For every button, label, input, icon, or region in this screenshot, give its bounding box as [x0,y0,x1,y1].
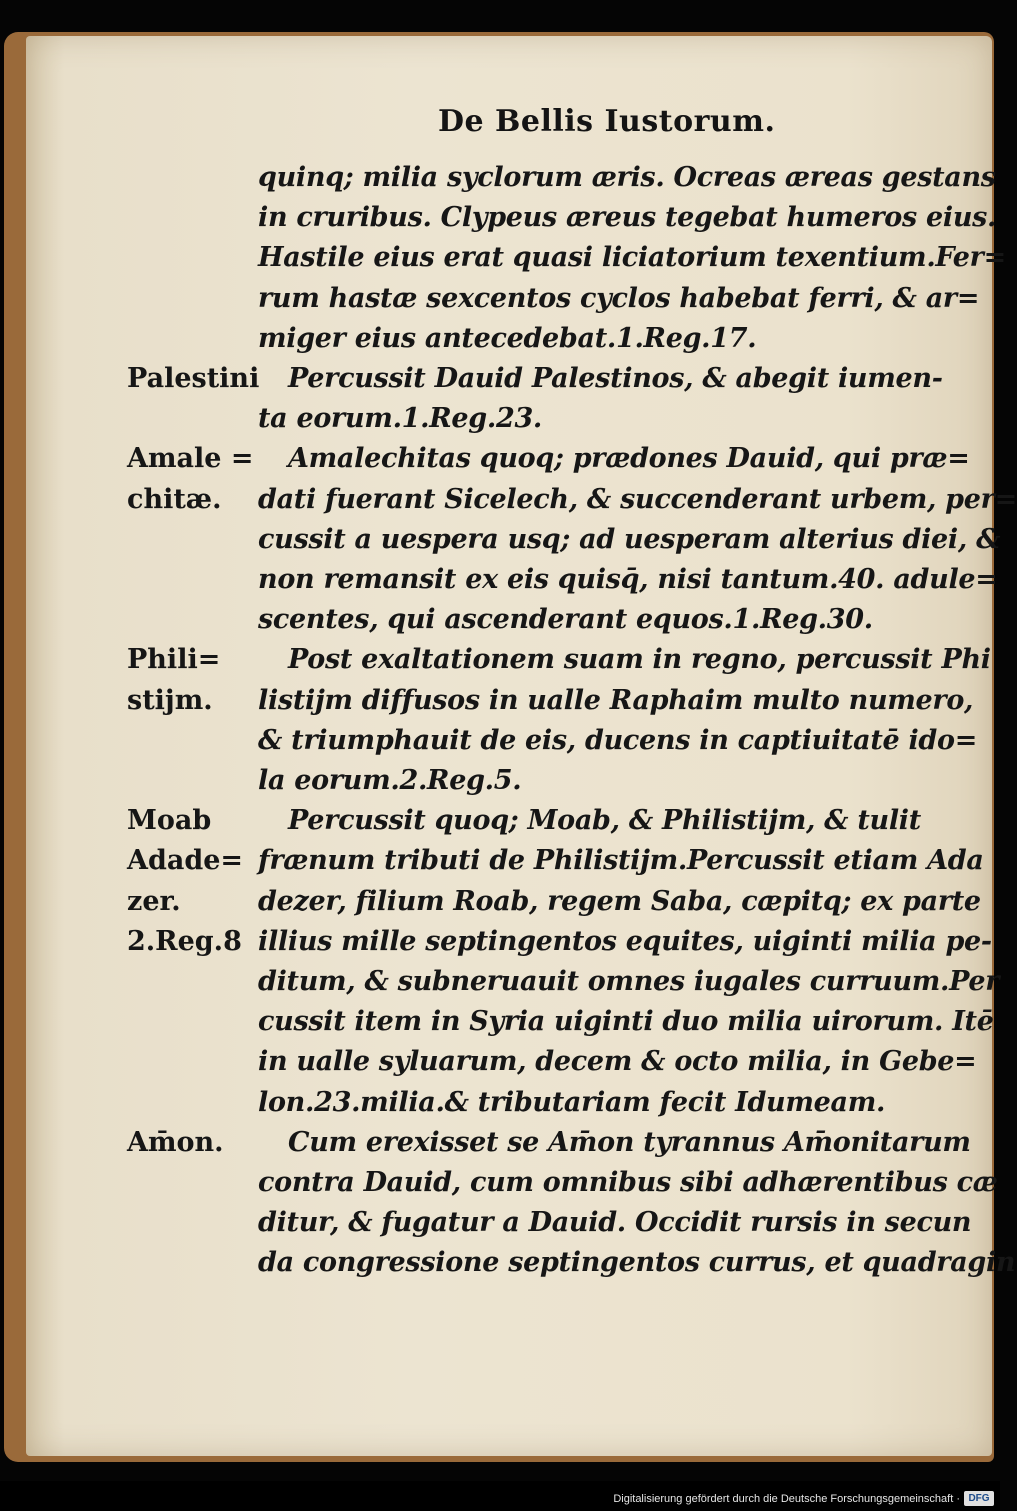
text-line: da congressione septingentos currus, et quadragin [258,1247,1016,1279]
text-line: la eorum.2.Reg.5. [258,765,522,796]
margin-note: Phili= [127,644,221,676]
margin-note: chitæ. [127,483,222,515]
margin-note: Palestini [127,363,260,394]
text-line: & triumphauit de eis, ducens in captiuitatē ido= [258,724,978,756]
text-line: ditum, & subneruauit omnes iugales curruum.Per [258,966,1000,997]
text-line: lon.23.milia.& tributariam fecit Idumeam. [258,1086,886,1118]
text-line: dati fuerant Sicelech, & succenderant urbem, per= [258,483,1017,515]
footer-bar [0,1481,1000,1511]
text-line: listijm diffusos in ualle Raphaim multo numero, [258,684,974,716]
text-line: non remansit ex eis quisq̄, nisi tantum.40. adule= [258,564,998,595]
text-line: scentes, qui ascenderant equos.1.Reg.30. [258,604,873,636]
dfg-logo: DFG [964,1491,994,1506]
text-line: cussit item in Syria uiginti duo milia uirorum. Itē [258,1006,994,1038]
running-header: De Bellis Iustorum. [438,104,776,139]
margin-note: Moab [127,805,212,837]
text-line: cussit a uespera usq; ad uesperam alterius diei, & [258,523,1001,555]
text-line: ta eorum.1.Reg.23. [258,403,543,435]
text-line: Amalechitas quoq; prædones Dauid, qui præ= [288,443,970,475]
text-line: in cruribus. Clypeus æreus tegebat humeros eius. [258,202,997,234]
text-line: miger eius antecedebat.1.Reg.17. [258,322,757,354]
text-line: quinq; milia syclorum æris. Ocreas æreas gestans [258,162,996,193]
text-line: Hastile eius erat quasi liciatorium texentium.Fer= [258,242,1006,274]
digitization-credit: Digitalisierung gefördert durch die Deutsche Forschungsgemeinschaft · [613,1493,960,1505]
text-line: in ualle syluarum, decem & octo milia, in Gebe= [258,1046,977,1078]
text-line: frænum tributi de Philistijm.Percussit etiam Ada [258,845,984,877]
text-line: dezer, filium Roab, regem Saba, cæpitq; ex parte [258,885,981,917]
text-line: rum hastæ sexcentos cyclos habebat ferri, & ar= [258,282,980,314]
margin-note: stijm. [127,684,213,716]
margin-note: 2.Reg.8 [127,925,242,957]
text-line: Percussit quoq; Moab, & Philistijm, & tulit [288,805,921,837]
text-line: Post exaltationem suam in regno, percussit Phi [288,644,991,676]
text-line: Percussit Dauid Palestinos, & abegit iumen- [288,363,943,394]
text-line: ditur, & fugatur a Dauid. Occidit rursis in secun [258,1207,972,1239]
text-line: contra Dauid, cum omnibus sibi adhærentibus cæ [258,1167,998,1198]
margin-note: Am̄on. [127,1126,224,1158]
text-line: illius mille septingentos equites, uiginti milia pe- [258,925,992,957]
margin-note: Adade= [127,845,244,877]
margin-note: zer. [127,885,181,917]
margin-note: Amale = [127,443,254,475]
text-line: Cum erexisset se Am̄on tyrannus Am̄onitarum [288,1126,971,1158]
